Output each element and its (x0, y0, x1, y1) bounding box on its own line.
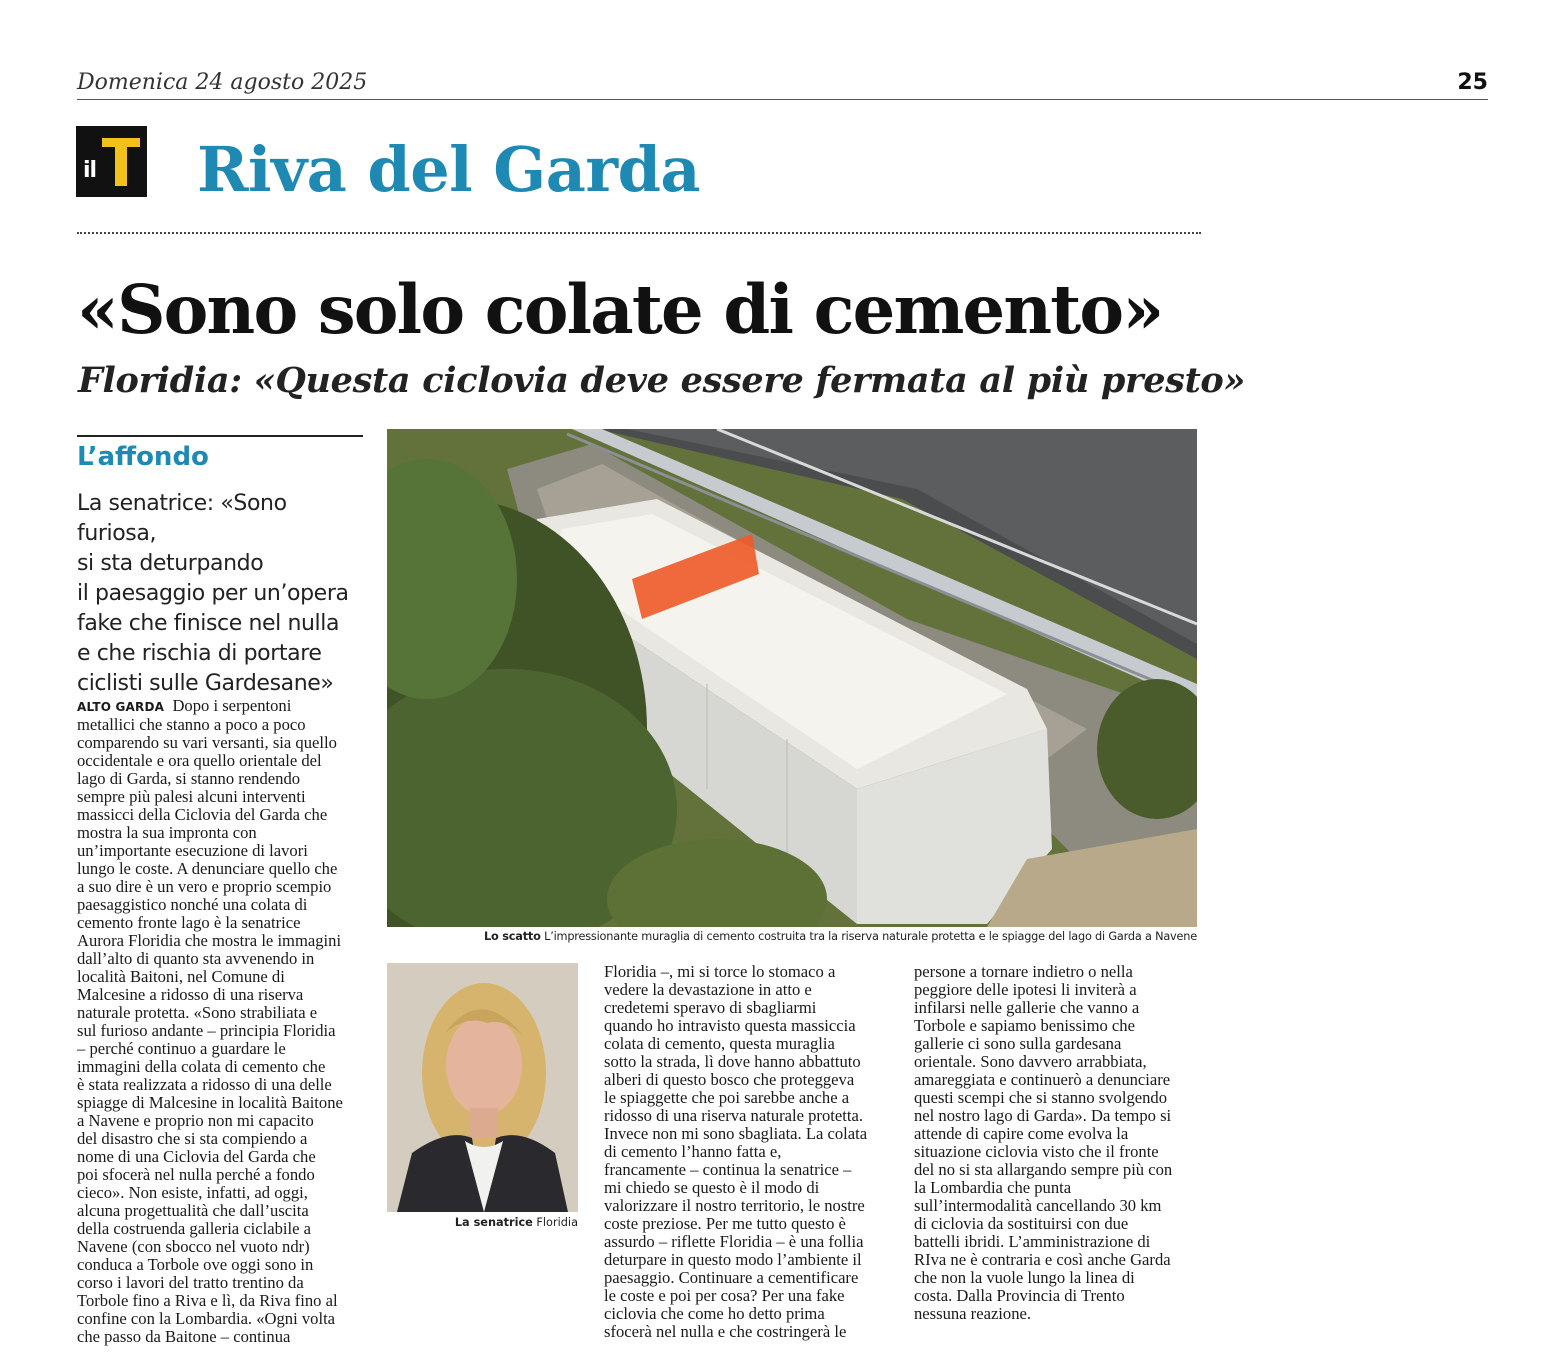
affondo-divider (77, 435, 363, 437)
edition-date: Domenica 24 agosto 2025 (77, 70, 368, 95)
section-divider (77, 232, 1201, 234)
article-column-3: persone a tornare indietro o nella peggiore delle ipotesi li inviterà a infilarsi nelle gallerie che vanno a Torbole e sapiamo benissimo che gallerie ci sono sulla gardesana orientale. Sono davvero arrabbiata, amareggiata e continuerò a denunciare questi scempi che si stanno svolgendo nel nostro lago di Garda». Da tempo si attende di capire come evolva la situazione ciclovia visto che il fronte del no si sta allargando sempre più con la Lombardia che punta sull’intermodalità cancellando 30 km di ciclovia da sostituirsi con due battelli ibridi. L’amministrazione di RIva ne è contraria e così anche Garda che non la vuole lungo la linea di costa. Dalla Provincia di Trento nessuna reazione. (914, 962, 1173, 1323)
header-divider (77, 99, 1488, 100)
article-column-1-text: Dopo i serpentoni metallici che stanno a poco a poco comparendo su vari versanti, sia quello occidentale e ora quello orientale del lago di Garda, si stanno rendendo sempre più palesi alcuni interventi massicci della Ciclovia del Garda che mostra la sua impronta con un’importante esecuzione di lavori lungo le coste. A denunciare quello che a suo dire è un vero e proprio scempio paesaggistico nonché una colata di cemento fronte lago è la senatrice Aurora Floridia che mostra le immagini dall’alto di quanto sta avvenendo in località Baitoni, nel Comune di Malcesine a ridosso di una riserva naturale protetta. «Sono strabiliata e sul furioso andante – principia Floridia – perché continuo a guardare le immagini della colata di cemento che è stata realizzata a ridosso di una delle spiagge di Malcesine in località Baitone a Navene e proprio non mi capacito del disastro che si sta compiendo a nome di una Ciclovia del Garda che poi sfocerà nel nulla perché a fondo cieco». Non esiste, infatti, ad oggi, alcuna progettualità che dall’uscita della costruenda galleria ciclabile a Navene (con sbocco nel vuoto ndr) conduca a Torbole ove oggi sono in corso i lavori del tratto trentino da Torbole fino a Riva e lì, da Riva fino al confine con la Lombardia. «Ogni volta che passo da Baitone – continua (77, 696, 343, 1346)
section-title: Riva del Garda (197, 133, 701, 206)
logo-t-stem (115, 138, 127, 186)
article-column-1 (77, 697, 372, 1346)
logo-text: il (83, 158, 97, 183)
main-photo-caption-label: Lo scatto (483, 930, 541, 943)
page-number: 25 (1457, 70, 1488, 95)
main-photo-caption (387, 930, 1197, 943)
affondo-quote: La senatrice: «Sono furiosa, si sta deturpando il paesaggio per un’opera fake che finisce nel nulla e che rischia di portare ciclisti sulle Gardesane» (77, 491, 349, 696)
portrait-caption-text: Floridia (536, 1216, 578, 1229)
affondo-title: L’affondo (77, 442, 209, 472)
article-kicker: ALTO GARDA (77, 700, 165, 714)
article-column-2: Floridia –, mi si torce lo stomaco a vedere la devastazione in atto e credetemi speravo di sbagliarmi quando ho intravisto questa massiccia colata di cemento, questa muraglia sotto la strada, lì dove hanno abbattuto alberi di questo bosco che proteggeva le spiaggette che poi sarebbe anche a ridosso di una riserva naturale protetta. Invece non mi sono sbagliata. La colata di cemento l’hanno fatta e, francamente – continua la senatrice – mi chiedo se questo è il modo di valorizzare il nostro territorio, le nostre coste preziose. Per me tutto questo è assurdo – riflette Floridia – è una follia deturpare in questo modo l’ambiente il paesaggio. Continuare a cementificare le coste e poi per cosa? Per una fake ciclovia che come ho detto prima sfocerà nel nulla e che costringerà le (604, 962, 868, 1341)
main-photo (387, 429, 1197, 927)
article-subheadline: Floridia: «Questa ciclovia deve essere fermata al più presto» (78, 360, 1246, 401)
portrait-caption (387, 1216, 578, 1229)
portrait-photo (387, 963, 578, 1212)
portrait-caption-label: La senatrice (454, 1216, 533, 1229)
main-photo-caption-text: L’impressionante muraglia di cemento costruita tra la riserva naturale protetta e le spiagge del lago di Garda a Navene (544, 930, 1197, 943)
newspaper-logo (76, 126, 147, 197)
article-headline: «Sono solo colate di cemento» (77, 270, 1163, 349)
